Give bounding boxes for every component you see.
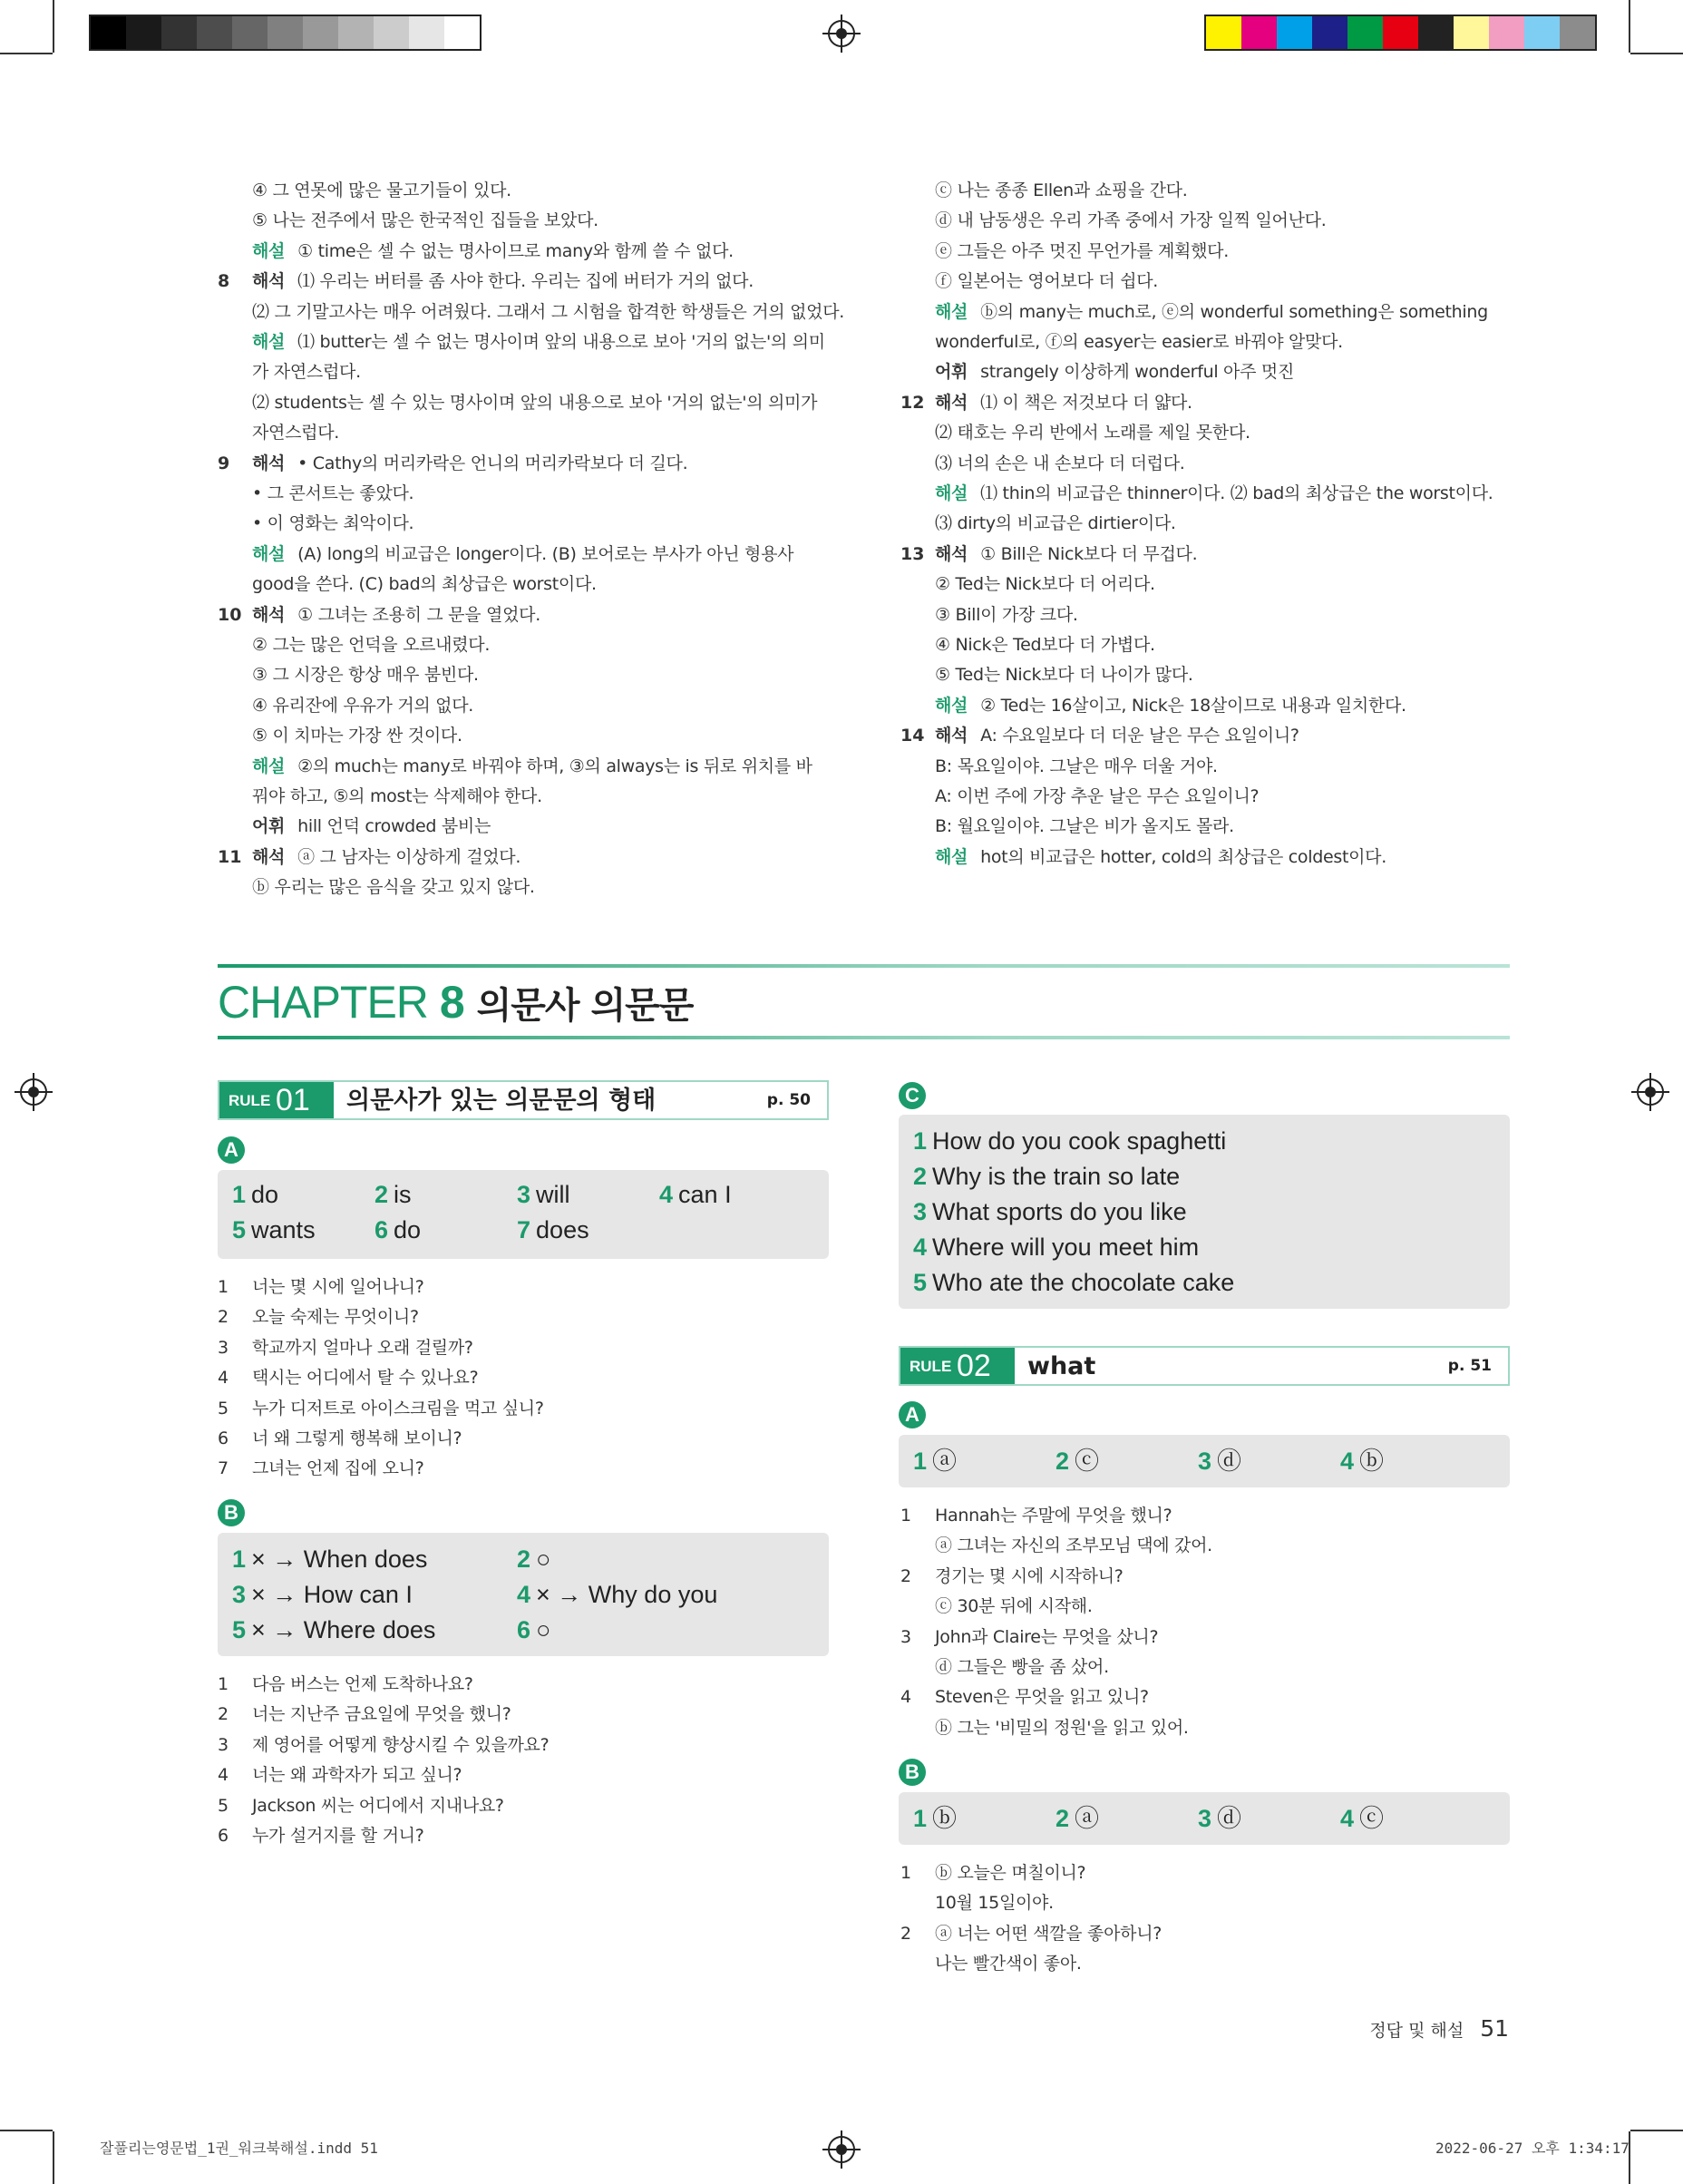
note-line [252, 452, 687, 475]
note-line [935, 603, 1078, 627]
note-text: • Cathy의 머리카락은 언니의 머리카락보다 더 길다. [297, 453, 688, 473]
note-translation: 그녀는 언제 집에 오니? [252, 1458, 424, 1479]
note-translation: 경기는 몇 시에 시작하니? [935, 1565, 1124, 1586]
footer-label: 정답 및 해설 [1369, 2021, 1464, 2041]
answer-text: Who ate the chocolate cake [932, 1269, 1235, 1296]
note-number: 3 [218, 1337, 229, 1358]
note-number: 3 [218, 1734, 229, 1755]
crop-mark [53, 2131, 54, 2184]
answer-text: ⓐ [1075, 1805, 1100, 1832]
note-text: • 이 영화는 최악이다. [252, 513, 414, 534]
answer-item [375, 1214, 421, 1245]
answer-item [913, 1196, 1187, 1227]
note-text: hot의 비교급은 hotter, cold의 최상급은 coldest이다. [980, 846, 1386, 867]
answer-text: ⓓ [1217, 1805, 1242, 1832]
note-translation: 택시는 어디에서 탈 수 있나요? [252, 1368, 479, 1389]
note-translation: 학교까지 얼마나 오래 걸릴까? [252, 1337, 473, 1358]
note-text: 가 자연스럽다. [252, 362, 361, 383]
answer-text: × → Why do you [536, 1581, 718, 1608]
note-text: ③ 그 시장은 항상 매우 붐빈다. [252, 665, 479, 686]
note-translation: 너는 지난주 금요일에 무엇을 했니? [252, 1704, 511, 1725]
note-line [252, 330, 825, 354]
crop-mark [1629, 0, 1630, 53]
section-badge-b: B [218, 1499, 245, 1526]
note-number: 5 [218, 1398, 229, 1419]
note-line [252, 845, 520, 869]
answer-text: can I [678, 1181, 732, 1208]
answer-number: 3 [1198, 1448, 1212, 1475]
note-translation: 제 영어를 어떻게 향상시킬 수 있을까요? [252, 1734, 550, 1755]
note-number: 2 [900, 1923, 912, 1944]
answer-item [232, 1614, 435, 1645]
note-text: ⓓ 내 남동생은 우리 가족 중에서 가장 일찍 일어난다. [935, 210, 1327, 231]
answer-text: do [394, 1216, 422, 1243]
note-text: 자연스럽다. [252, 423, 340, 444]
note-text: ⑵ 태호는 우리 반에서 노래를 제일 못한다. [935, 423, 1250, 444]
note-line [935, 663, 1193, 687]
answer-item [913, 1232, 1199, 1263]
answer-number: 4 [1340, 1805, 1355, 1832]
crop-mark [1630, 53, 1683, 54]
answer-number: 4 [913, 1233, 928, 1261]
note-line [252, 603, 540, 627]
note-text: ⑤ 이 치마는 가장 싼 것이다. [252, 726, 462, 746]
answer-number: 5 [232, 1216, 247, 1243]
rule-number: 02 [957, 1349, 991, 1383]
answer-number: 7 [517, 1216, 531, 1243]
answer-number: 3 [232, 1581, 247, 1608]
note-line [935, 209, 1326, 232]
note-text: ② Ted는 Nick보다 더 어리다. [935, 574, 1155, 595]
note-line [935, 360, 1294, 384]
crop-mark [0, 2130, 53, 2131]
explanation-label: 해설 [252, 543, 286, 564]
note-number: 2 [218, 1307, 229, 1328]
answer-text: How do you cook spaghetti [932, 1127, 1227, 1155]
note-line [252, 209, 598, 232]
note-translation: Jackson 씨는 어디에서 지내나요? [252, 1795, 504, 1816]
answer-box [899, 1792, 1510, 1845]
answer-text: do [251, 1181, 279, 1208]
note-line [935, 239, 1229, 263]
note-text: (A) long의 비교급은 longer이다. (B) 보어로는 부사가 아닌 형용사 [297, 543, 794, 564]
explanation-label: 해설 [252, 240, 286, 261]
item-number: 9 [218, 453, 230, 473]
note-text: ③ Bill이 가장 크다. [935, 604, 1078, 625]
answer-text: ⓒ [1359, 1805, 1385, 1832]
note-line [252, 663, 479, 687]
answer-text: ⓑ [932, 1805, 958, 1832]
answer-item [232, 1214, 316, 1245]
note-number: 6 [218, 1428, 229, 1448]
note-text: ⓕ 일본어는 영어보다 더 쉽다. [935, 271, 1158, 292]
answer-text: Why is the train so late [932, 1163, 1181, 1190]
note-line [252, 875, 535, 899]
item-number: 12 [900, 392, 925, 413]
answer-item [517, 1214, 589, 1245]
note-line [252, 542, 793, 566]
registration-mark-icon [828, 20, 855, 47]
explanation-label: 해설 [935, 846, 968, 867]
answer-number: 2 [517, 1545, 531, 1573]
note-line [935, 845, 1386, 869]
note-text: strangely 이상하게 wonderful 아주 멋진 [980, 362, 1294, 383]
answer-text: ○ [536, 1616, 551, 1643]
note-line [935, 391, 1192, 414]
cmyk-color-bar [1204, 15, 1597, 51]
answer-item [913, 1446, 957, 1477]
answer-text: wants [251, 1216, 316, 1243]
translation-label: 해석 [252, 453, 286, 473]
note-number: 6 [218, 1826, 229, 1846]
answer-item [232, 1579, 413, 1610]
rule-02-header [899, 1346, 1510, 1386]
note-line [252, 694, 473, 717]
item-number: 8 [218, 271, 230, 292]
answer-text: × → When does [251, 1545, 428, 1573]
answer-number: 1 [232, 1545, 247, 1573]
answer-text: ⓓ [1217, 1448, 1242, 1475]
note-line [252, 785, 542, 808]
note-line [252, 724, 462, 747]
note-text: ④ 유리잔에 우유가 거의 없다. [252, 695, 474, 716]
answer-number: 4 [1340, 1448, 1355, 1475]
note-text: ⑴ 우리는 버터를 좀 사야 한다. 우리는 집에 버터가 거의 없다. [297, 271, 754, 292]
note-line [935, 633, 1155, 657]
note-line [935, 512, 1176, 535]
translation-label: 어휘 [935, 362, 968, 383]
note-number: 3 [900, 1626, 912, 1647]
note-translation: 누가 설거지를 할 거니? [252, 1826, 424, 1846]
registration-mark-icon [828, 2136, 855, 2163]
answer-text: × → Where does [251, 1616, 436, 1643]
answer-item [1198, 1803, 1241, 1834]
answer-number: 6 [517, 1616, 531, 1643]
answer-item [913, 1126, 1226, 1156]
translation-label: 해석 [935, 543, 968, 564]
note-text: hill 언덕 crowded 붐비는 [297, 816, 491, 837]
note-number: 1 [218, 1674, 229, 1694]
answer-text: will [536, 1181, 570, 1208]
answer-number: 3 [517, 1181, 531, 1208]
answer-item [1056, 1446, 1099, 1477]
answer-item [232, 1179, 278, 1210]
registration-mark-icon [1637, 1078, 1664, 1106]
answer-item [517, 1544, 550, 1575]
rule-title: 의문사가 있는 의문문의 형태 [346, 1087, 657, 1115]
chapter-word: CHAPTER [218, 977, 428, 1028]
rule-label: RULE [910, 1358, 952, 1375]
note-line [252, 300, 844, 324]
note-text: ②의 much는 many로 바꿔야 하며, ③의 always는 is 뒤로 위치를 바 [297, 756, 812, 776]
note-translation: ⓑ 오늘은 며칠이니? [935, 1863, 1086, 1883]
note-text: good을 쓴다. (C) bad의 최상급은 worst이다. [252, 574, 597, 595]
answer-number: 6 [375, 1216, 389, 1243]
note-translation: ⓑ 그는 '비밀의 정원'을 읽고 있어. [935, 1717, 1189, 1738]
note-line [252, 482, 413, 505]
item-number: 13 [900, 543, 925, 564]
chapter-heading [218, 975, 693, 1033]
note-translation: 너 왜 그렇게 행복해 보이니? [252, 1428, 462, 1448]
note-translation: ⓐ 너는 어떤 색깔을 좋아하니? [935, 1923, 1163, 1944]
note-translation: ⓒ 30분 뒤에 시작해. [935, 1596, 1093, 1617]
note-number: 5 [218, 1795, 229, 1816]
answer-text: Where will you meet him [932, 1233, 1200, 1261]
note-text: A: 이번 주에 가장 추운 날은 무슨 요일이니? [935, 786, 1260, 806]
grayscale-color-bar [89, 15, 482, 51]
section-badge-c: C [899, 1082, 926, 1109]
item-number: 14 [900, 726, 925, 746]
note-text: ⓒ 나는 종종 Ellen과 쇼핑을 간다. [935, 180, 1188, 200]
note-line [935, 421, 1250, 444]
chapter-bottom-rule [218, 1036, 1510, 1039]
chapter-number: 8 [439, 977, 464, 1028]
note-line [252, 633, 490, 657]
answer-number: 1 [913, 1448, 928, 1475]
explanation-label: 해설 [935, 301, 968, 322]
crop-mark [53, 0, 54, 53]
note-text: ① Bill은 Nick보다 더 무겁다. [980, 543, 1198, 564]
rule-number: 01 [276, 1083, 310, 1117]
note-line [935, 572, 1155, 596]
note-line [935, 542, 1197, 566]
answer-number: 1 [913, 1127, 928, 1155]
note-translation: 누가 디저트로 아이스크림을 먹고 싶니? [252, 1398, 544, 1419]
note-translation: 나는 빨간색이 좋아. [935, 1954, 1082, 1974]
note-number: 4 [218, 1765, 229, 1786]
note-text: 꿔야 하고, ⑤의 most는 삭제해야 한다. [252, 786, 542, 806]
answer-text: does [536, 1216, 589, 1243]
note-line [935, 179, 1187, 202]
answer-item [1056, 1803, 1099, 1834]
note-number: 4 [218, 1368, 229, 1389]
note-line [252, 814, 491, 838]
answer-item [1340, 1803, 1384, 1834]
answer-text: ⓑ [1359, 1448, 1385, 1475]
registration-mark-icon [20, 1078, 47, 1106]
note-text: ⑤ Ted는 Nick보다 더 나이가 많다. [935, 665, 1193, 686]
note-text: ⑵ 그 기말고사는 매우 어려웠다. 그래서 그 시험을 합격한 학생들은 거의 없었다. [252, 301, 844, 322]
note-number: 7 [218, 1458, 229, 1479]
answer-number: 4 [659, 1181, 674, 1208]
answer-number: 4 [517, 1581, 531, 1608]
answer-item [913, 1161, 1180, 1192]
answer-number: 3 [1198, 1805, 1212, 1832]
note-translation: Steven은 무엇을 읽고 있니? [935, 1687, 1149, 1708]
note-number: 1 [218, 1277, 229, 1297]
note-number: 4 [900, 1687, 912, 1708]
note-number: 1 [900, 1863, 912, 1883]
note-number: 2 [218, 1704, 229, 1725]
section-badge-a: A [899, 1401, 926, 1428]
note-line [252, 269, 754, 293]
answer-item [1198, 1446, 1241, 1477]
answer-item [375, 1179, 412, 1210]
answer-number: 2 [1056, 1448, 1070, 1475]
note-line [935, 755, 1218, 778]
answer-number: 5 [232, 1616, 247, 1643]
timestamp-slug: 2022-06-27 오후 1:34:17 [1435, 2140, 1629, 2157]
rule-page-ref: p. 50 [766, 1091, 811, 1109]
note-line [935, 330, 1343, 354]
note-text: wonderful로, ⓕ의 easyer는 easier로 바꿔야 알맞다. [935, 332, 1343, 352]
answer-item [913, 1267, 1234, 1298]
note-line [252, 360, 361, 384]
answer-box [218, 1170, 829, 1259]
note-text: ② Ted는 16살이고, Nick은 18살이므로 내용과 일치한다. [980, 695, 1406, 716]
answer-text: ○ [536, 1545, 551, 1573]
note-text: ⑶ 너의 손은 내 손보다 더 더럽다. [935, 453, 1185, 473]
note-translation: Hannah는 주말에 무엇을 했니? [935, 1506, 1172, 1526]
note-text: • 그 콘서트는 좋았다. [252, 483, 414, 503]
note-line [252, 572, 597, 596]
note-line [252, 421, 339, 444]
note-line [252, 512, 413, 535]
answer-item [517, 1579, 717, 1610]
answer-text: × → How can I [251, 1581, 413, 1608]
note-text: ⑴ 이 책은 저것보다 더 얇다. [980, 392, 1192, 413]
answer-item [517, 1614, 550, 1645]
note-line [935, 300, 1488, 324]
answer-number: 2 [913, 1163, 928, 1190]
answer-text: is [394, 1181, 412, 1208]
note-text: ⓐ 그 남자는 이상하게 걸었다. [297, 846, 521, 867]
note-line [935, 814, 1234, 838]
answer-item [517, 1179, 570, 1210]
answer-box [899, 1115, 1510, 1309]
answer-number: 1 [913, 1805, 928, 1832]
answer-number: 5 [913, 1269, 928, 1296]
note-text: B: 목요일이야. 그날은 매우 더울 거야. [935, 756, 1218, 776]
page-number: 51 [1480, 2015, 1509, 2042]
rule-label: RULE [229, 1092, 271, 1109]
note-text: ④ Nick은 Ted보다 더 가볍다. [935, 635, 1155, 655]
item-number: 11 [218, 846, 242, 867]
note-line [252, 391, 817, 414]
note-line [935, 724, 1299, 747]
note-text: B: 월요일이야. 그날은 비가 올지도 몰라. [935, 816, 1234, 837]
answer-box [218, 1533, 829, 1656]
note-number: 2 [900, 1565, 912, 1586]
explanation-label: 해설 [252, 332, 286, 352]
note-line [935, 269, 1158, 293]
note-text: ⑤ 나는 전주에서 많은 한국적인 집들을 보았다. [252, 210, 598, 231]
note-translation: ⓓ 그들은 빵을 좀 샀어. [935, 1657, 1109, 1677]
crop-mark [0, 53, 53, 54]
note-translation: ⓐ 그녀는 자신의 조부모님 댁에 갔어. [935, 1536, 1212, 1556]
chapter-top-rule [218, 964, 1510, 968]
answer-item [659, 1179, 732, 1210]
explanation-label: 해설 [252, 756, 286, 776]
note-line [252, 179, 511, 202]
crop-mark [1630, 2130, 1683, 2131]
note-translation: 오늘 숙제는 무엇이니? [252, 1307, 419, 1328]
note-number: 1 [900, 1506, 912, 1526]
page-footer [1369, 2015, 1509, 2042]
note-text: ④ 그 연못에 많은 물고기들이 있다. [252, 180, 511, 200]
translation-label: 해석 [935, 726, 968, 746]
note-translation: 10월 15일이야. [935, 1893, 1054, 1914]
note-translation: John과 Claire는 무엇을 샀니? [935, 1626, 1159, 1647]
note-line [935, 694, 1406, 717]
note-text: ⑶ dirty의 비교급은 dirtier이다. [935, 513, 1176, 534]
answer-text: What sports do you like [932, 1198, 1187, 1225]
rule-tag [900, 1348, 1015, 1384]
item-number: 10 [218, 604, 242, 625]
note-line [935, 452, 1185, 475]
answer-number: 2 [375, 1181, 389, 1208]
note-translation: 너는 왜 과학자가 되고 싶니? [252, 1765, 462, 1786]
answer-text: ⓐ [932, 1448, 958, 1475]
rule-01-header [218, 1080, 829, 1120]
note-text: A: 수요일보다 더 더운 날은 무슨 요일이니? [980, 726, 1299, 746]
note-translation: 너는 몇 시에 일어나니? [252, 1277, 424, 1297]
note-text: ② 그는 많은 언덕을 오르내렸다. [252, 635, 491, 655]
answer-number: 1 [232, 1181, 247, 1208]
explanation-label: 해설 [935, 695, 968, 716]
rule-title: what [1027, 1352, 1096, 1380]
note-text: ⓑ 우리는 많은 음식을 갖고 있지 않다. [252, 877, 535, 898]
rule-tag [219, 1082, 334, 1118]
chapter-title: 의문사 의문문 [476, 985, 694, 1027]
note-text: ① time은 셀 수 없는 명사이므로 many와 함께 쓸 수 없다. [297, 240, 734, 261]
note-line [252, 755, 812, 778]
answer-item [1340, 1446, 1384, 1477]
answer-number: 3 [913, 1198, 928, 1225]
answer-text: ⓒ [1075, 1448, 1100, 1475]
section-badge-b: B [899, 1759, 926, 1786]
note-text: ⓑ의 many는 much로, ⓔ의 wonderful something은 something [980, 301, 1488, 322]
note-text: ⑵ students는 셀 수 있는 명사이며 앞의 내용으로 보아 '거의 없는'의 의미가 [252, 392, 818, 413]
note-text: ① 그녀는 조용히 그 문을 열었다. [297, 604, 540, 625]
explanation-label: 해설 [935, 483, 968, 503]
file-slug: 잘풀리는영문법_1권_워크북해설.indd 51 [100, 2140, 378, 2157]
note-line [252, 239, 734, 263]
translation-label: 해석 [252, 271, 286, 292]
note-translation: 다음 버스는 언제 도착하나요? [252, 1674, 473, 1694]
section-badge-a: A [218, 1136, 245, 1164]
translation-label: 해석 [935, 392, 968, 413]
note-line [935, 785, 1259, 808]
translation-label: 해석 [252, 604, 286, 625]
answer-item [232, 1544, 427, 1575]
answer-box [899, 1435, 1510, 1487]
note-text: ⑴ thin의 비교급은 thinner이다. ⑵ bad의 최상급은 the worst이다. [980, 483, 1493, 503]
answer-number: 2 [1056, 1805, 1070, 1832]
answer-item [913, 1803, 957, 1834]
note-text: ⓔ 그들은 아주 멋진 무언가를 계획했다. [935, 240, 1229, 261]
note-line [935, 482, 1493, 505]
note-text: ⑴ butter는 셀 수 없는 명사이며 앞의 내용으로 보아 '거의 없는'의 의미 [297, 332, 825, 352]
rule-page-ref: p. 51 [1447, 1357, 1492, 1375]
translation-label: 해석 [252, 846, 286, 867]
translation-label: 어휘 [252, 816, 286, 837]
